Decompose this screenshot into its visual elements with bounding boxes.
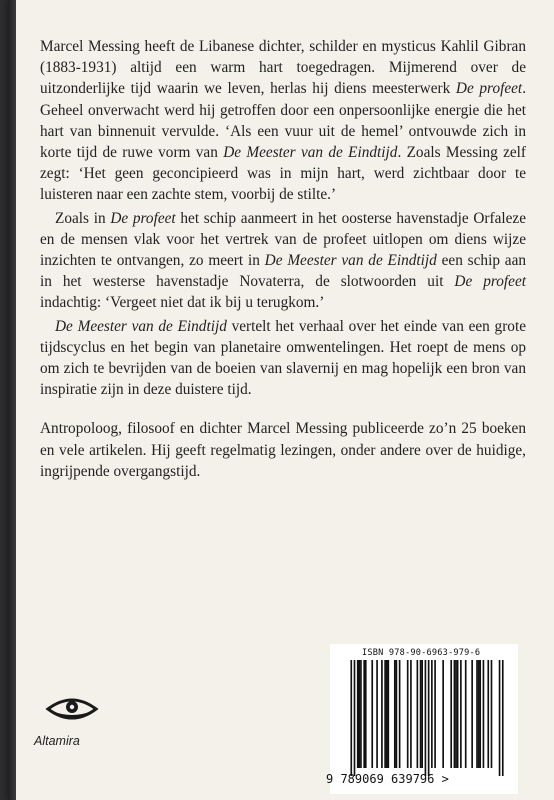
- blurb-paragraph-3: De Meester van de Eindtijd vertelt het verhaal over het einde van een grote tijdscyclus en het begin van planetaire omwentelingen. Het roept de mens op om zich te bevrijden van de boeien van slavernij en mag hopelijk een bron van inspiratie zijn in deze duistere tijd.: [40, 317, 526, 399]
- barcode-bar: [499, 660, 501, 776]
- isbn-label: ISBN 978-90-6963-979-6: [362, 648, 481, 658]
- author-bio-paragraph: Antropoloog, filosoof en dichter Marcel Messing publiceerde zo’n 25 boeken en vele artikelen. Hij geeft regelmatig lezingen, onder andere over de huidige, ingrijpende overgangstijd.: [40, 420, 526, 480]
- blurb-paragraph-2: Zoals in De profeet het schip aanmeert in het oosterse havenstadje Orfaleze en de mensen vlak voor het vertrek van de profeet uitlopen om diens wijze inzichten te ontvangen, zo meert in De Meester van de Eindtijd een schip aan in het westerse havenstadje Novaterra, de slotwoorden uit De profeet indachtig: ‘Vergeet niet dat ik bij u terugkom.’: [40, 209, 527, 312]
- blurb-paragraph-1: Marcel Messing heeft de Libanese dichter, schilder en mysticus Kahlil Gibran (1883-1931) altijd een warm hart toegedragen. Mijmerend over de uitzonderlijke tijd waarin we leven, herlas hij diens meesterwerk De profeet. Geheel onverwacht werd hij getroffen door een onpersoonlijke energie die het hart van binnenuit vervulde. ‘Als een vuur uit de hemel’ ontvouwde zich in korte tijd de ruwe vorm van De Meester van de Eindtijd. Zoals Messing zelf zegt: ‘Het geen geconcipieerd was in mijn hart, werd zichtbaar door te luisteren naar een zachte stem, voorbij de stilte.’: [40, 38, 527, 204]
- barcode-bar: [376, 660, 378, 768]
- barcode-bar: [442, 660, 444, 768]
- barcode-bar: [381, 660, 383, 768]
- barcode-bar: [371, 660, 373, 768]
- barcode-bar: [350, 660, 352, 776]
- barcode-bar: [407, 660, 409, 768]
- barcode-bar: [417, 660, 419, 768]
- barcode-bar: [365, 660, 367, 768]
- barcode-bar: [425, 660, 427, 776]
- barcode-bar: [465, 660, 467, 768]
- barcode-bar: [394, 660, 396, 768]
- barcode-bar: [431, 660, 433, 768]
- barcode-bar: [399, 660, 401, 768]
- barcode-bar: [396, 660, 398, 768]
- barcode-bar: [359, 660, 361, 768]
- ean-barcode: [344, 660, 510, 778]
- barcode-bar: [491, 660, 493, 768]
- ean-digits: 9 789069 639796 >: [326, 772, 449, 786]
- barcode-bar: [487, 660, 489, 768]
- barcode-bar: [457, 660, 459, 768]
- blurb-text: [40, 36, 526, 482]
- barcode-bar: [471, 660, 473, 768]
- barcode-bar: [357, 660, 359, 768]
- barcode-bar: [360, 660, 362, 768]
- barcode-bar: [354, 660, 356, 776]
- barcode-bar: [388, 660, 390, 768]
- barcode-bar: [454, 660, 456, 768]
- barcode-bar: [450, 660, 452, 768]
- barcode-bar: [421, 660, 423, 768]
- barcode-bar: [476, 660, 478, 768]
- barcode-bar: [479, 660, 481, 768]
- publisher-logo-icon: [44, 689, 100, 729]
- barcode-bar: [428, 660, 430, 776]
- barcode-bar: [384, 660, 386, 768]
- barcode-bar: [483, 660, 485, 768]
- barcode-bar: [420, 660, 422, 768]
- barcode-bar: [455, 660, 457, 768]
- barcode-bar: [434, 660, 436, 768]
- spine-edge: [8, 0, 16, 800]
- barcode-bar: [502, 660, 504, 776]
- barcode-bar: [363, 660, 365, 768]
- barcode-bar: [478, 660, 480, 768]
- publisher-name: Altamira: [34, 734, 80, 748]
- barcode-bar: [460, 660, 462, 768]
- barcode-bar: [410, 660, 412, 768]
- barcode-bar: [386, 660, 388, 768]
